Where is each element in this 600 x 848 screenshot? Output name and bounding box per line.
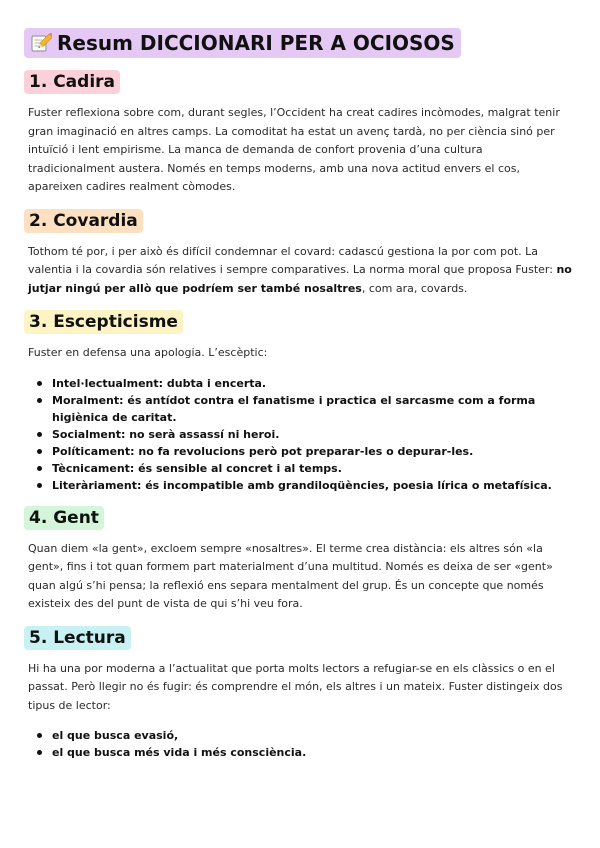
paragraph-text: , com ara, covards.	[361, 281, 468, 295]
section-escepticisme	[28, 310, 572, 494]
section-paragraph-covardia	[28, 243, 572, 299]
section-gent	[28, 506, 572, 614]
section-heading-gent: 4. Gent	[24, 506, 104, 530]
pencil-memo-icon	[30, 33, 52, 53]
section-heading-escepticisme: 3. Escepticisme	[24, 310, 183, 334]
list-item: Tècnicament: és sensible al concret i al temps.	[32, 460, 572, 477]
section-cadira	[28, 70, 572, 197]
section-paragraph-escepticisme: Fuster en defensa una apologia. L’escèptic:	[28, 346, 268, 359]
section-heading-covardia: 2. Covardia	[24, 209, 143, 233]
section-lectura	[28, 626, 572, 762]
list-item: Intel·lectualment: dubta i encerta.	[32, 375, 572, 392]
bullet-list-escepticisme	[28, 375, 572, 494]
section-paragraph-gent: Quan diem «la gent», excloem sempre «nosaltres». El terme crea distància: els altres són «la gent», fins i tot quan formem part materialment d’una multitud. Només es deixa de ser «gent» quan algú s’hi pensa; la reflexió ens separa mentalment del grup. És un concepte que només existeix des del punt de vista de qui s’hi veu fora.	[28, 541, 553, 610]
list-item: Socialment: no serà assassí ni heroi.	[32, 426, 572, 443]
paragraph-bold-text: no jutjar ningú per allò que podríem ser també nosaltres	[28, 263, 572, 295]
list-item: Moralment: és antídot contra el fanatisme i practica el sarcasme com a forma higiènica de caritat.	[32, 392, 572, 426]
bullet-list-lectura	[28, 727, 572, 761]
list-item: Literàriament: és incompatible amb grandiloqüències, poesia lírica o metafísica.	[32, 477, 572, 494]
section-paragraph-cadira: Fuster reflexiona sobre com, durant segles, l’Occident ha creat cadires incòmodes, malgrat tenir gran imaginació en altres camps. La comoditat ha estat un avenç tardà, no per ciència sinó per intuïció i lent empirisme. La manca de demanda de confort provenia d’una cultura tradicionalment austera. Només en temps moderns, amb una nova actitud envers el cos, apareixen cadires realment còmodes.	[28, 106, 560, 193]
list-item: Políticament: no fa revolucions però pot preparar-les o depurar-les.	[32, 443, 572, 460]
section-paragraph-lectura: Hi ha una por moderna a l’actualitat que porta molts lectors a refugiar-se en els clàssics o en el passat. Però llegir no és fugir: és comprendre el món, els altres i un mateix. Fuster distingeix dos tipus de lector:	[28, 661, 563, 712]
paragraph-text: Tothom té por, i per això és difícil condemnar el covard: cadascú gestiona la por com pot. La valentia i la covardia són relatives i sempre comparatives. La norma moral que proposa Fuster:	[28, 244, 557, 276]
document-title	[24, 28, 461, 58]
section-covardia	[28, 209, 572, 299]
list-item: el que busca més vida i més consciència.	[32, 744, 572, 761]
document-title-text: Resum DICCIONARI PER A OCIOSOS	[57, 31, 455, 55]
section-heading-cadira: 1. Cadira	[24, 70, 120, 94]
list-item: el que busca evasió,	[32, 727, 572, 744]
section-heading-lectura: 5. Lectura	[24, 626, 131, 650]
